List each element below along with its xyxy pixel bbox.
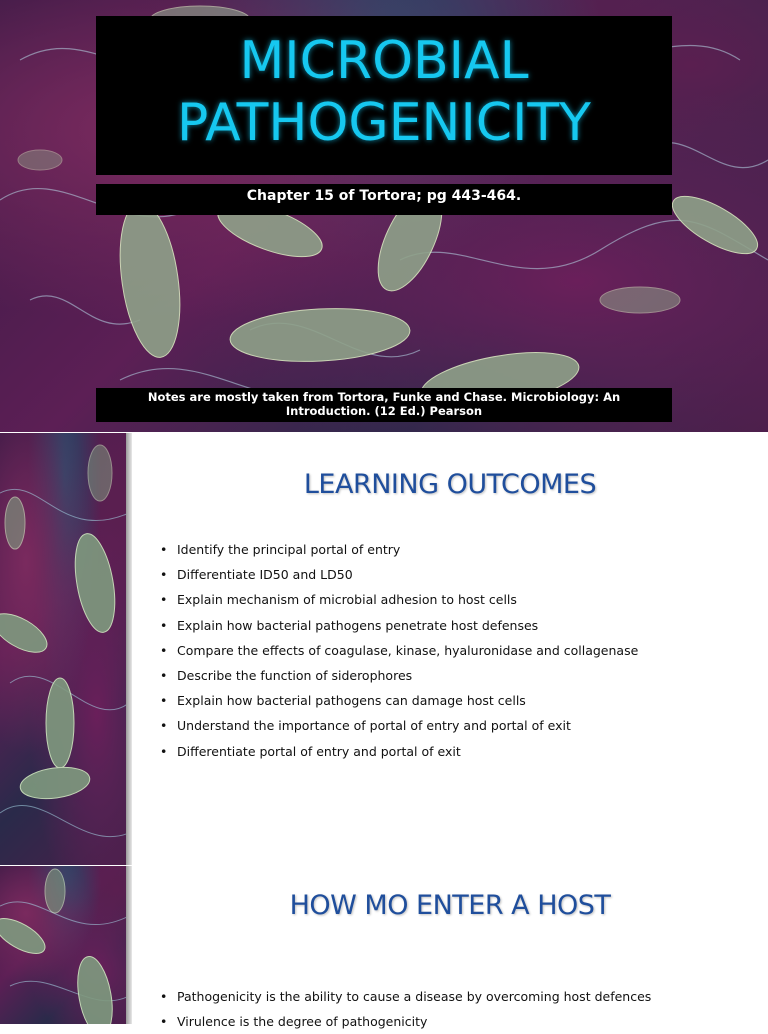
list-item: • Differentiate portal of entry and portal of exit [160,739,638,764]
notes-line-1: Notes are mostly taken from Tortora, Funke and Chase. Microbiology: An [147,390,621,404]
title-line-2: PATHOGENICITY [177,93,591,153]
side-image-strip [0,866,129,1024]
list-item: • Differentiate ID50 and LD50 [160,562,638,587]
title-slide [0,0,768,432]
list-item: • Explain mechanism of microbial adhesion to host cells [160,587,638,612]
learning-outcomes-slide [0,433,768,865]
notes-citation [96,388,672,422]
bacteria-side-image [0,866,129,1024]
title-box [96,16,672,175]
list-item: • Compare the effects of coagulase, kinase, hyaluronidase and collagenase [160,638,638,663]
learning-outcomes-heading: LEARNING OUTCOMES [303,469,597,500]
side-image-strip [0,433,129,865]
learning-outcomes-list [160,537,638,764]
list-item: • Pathogenicity is the ability to cause a disease by overcoming host defences [160,984,651,1009]
list-item: • Understand the importance of portal of entry and portal of exit [160,713,638,738]
list-item: • Explain how bacterial pathogens can damage host cells [160,688,638,713]
list-item: • Explain how bacterial pathogens penetrate host defenses [160,613,638,638]
how-mo-enter-heading: HOW MO ENTER A HOST [289,890,611,921]
list-item: • Virulence is the degree of pathogenicity [160,1009,651,1034]
how-mo-enter-list [160,984,651,1034]
list-item: • Identify the principal portal of entry [160,537,638,562]
subtitle: Chapter 15 of Tortora; pg 443-464. [96,184,672,215]
how-mo-enter-slide [0,866,768,1030]
list-item: • Describe the function of siderophores [160,663,638,688]
bacteria-side-image [0,433,129,865]
notes-line-2: Introduction. (12 Ed.) Pearson [285,404,483,418]
title-line-1: MICROBIAL [239,31,529,91]
